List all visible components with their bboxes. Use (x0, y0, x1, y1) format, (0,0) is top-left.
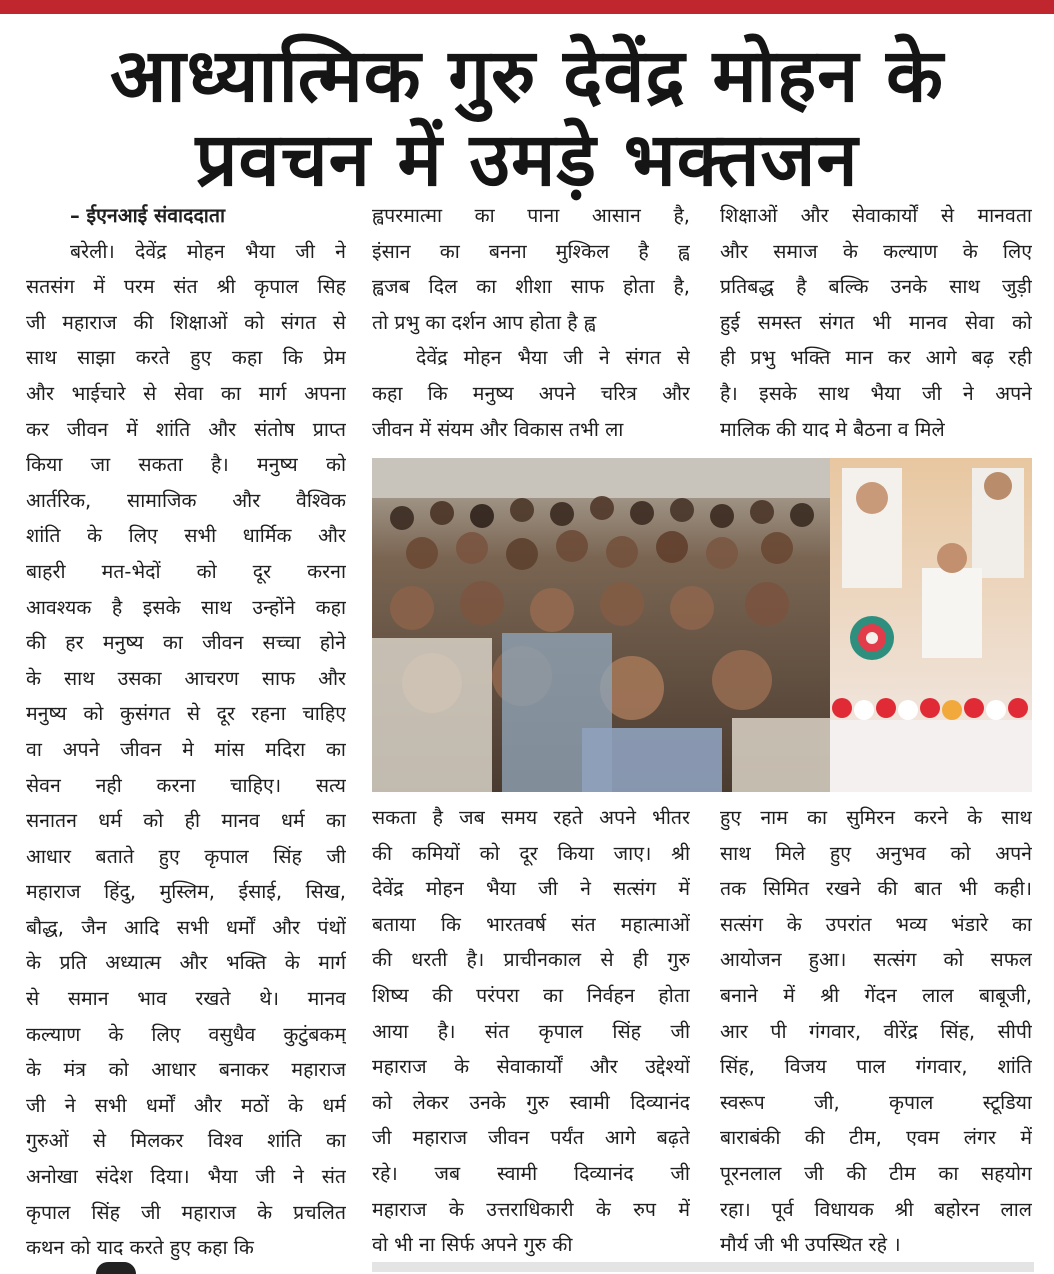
satsang-crowd-photo (372, 458, 1032, 792)
text-line: शांति के लिए सभी धार्मिक और (26, 524, 346, 548)
text-line: कर जीवन में शांति और संतोष प्राप्त (26, 417, 346, 441)
text-line: शिक्षाओं और सेवाकार्यों से मानवता (720, 204, 1032, 227)
page-footer-mark (96, 1262, 136, 1274)
text-line: को लेकर उनके गुरु स्वामी दिव्यानंद (372, 1090, 690, 1114)
text-line: और भाईचारे से सेवा का मार्ग अपना (26, 381, 346, 405)
text-line: वा अपने जीवन मे मांस मदिरा का (26, 737, 346, 761)
text-line: बाहरी मत-भेदों को दूर करना (26, 559, 346, 583)
article-column-1 (26, 198, 346, 1266)
text-line: रहे। जब स्वामी दिव्यानंद जी (372, 1161, 690, 1185)
text-line: की हर मनुष्य का जीवन सच्चा होने (26, 631, 346, 655)
text-line: और समाज के कल्याण के लिए (720, 239, 1032, 263)
column-3-top-text (720, 198, 1032, 447)
text-line: बौद्ध, जैन आदि सभी धर्मों और पंथों (26, 915, 346, 939)
article-column-3-bottom (720, 800, 1032, 1263)
text-line: सकता है जब समय रहते अपने भीतर (372, 806, 690, 829)
article-column-2-bottom (372, 800, 690, 1263)
text-line: मौर्य जी भी उपस्थित रहे । (720, 1233, 901, 1257)
byline: – ईएनआई संवाददाता (70, 204, 226, 227)
top-red-bar (0, 0, 1054, 14)
headline-line-2: प्रवचन में उमड़े भक्तजन (195, 117, 859, 203)
text-line: मालिक की याद मे बैठना व मिले (720, 417, 945, 441)
text-line: शिष्य की परंपरा का निर्वहन होता (372, 983, 690, 1007)
text-line: पूरनलाल जी की टीम का सहयोग (720, 1161, 1032, 1185)
text-line: सनातन धर्म को ही मानव धर्म का (26, 809, 346, 833)
text-line: महाराज के उत्तराधिकारी के रुप में (372, 1197, 690, 1221)
headline-line-1: आध्यात्मिक गुरु देवेंद्र मोहन के (110, 33, 944, 119)
headline (20, 34, 1034, 202)
text-line: के मंत्र को आधार बनाकर महाराज (26, 1058, 346, 1082)
text-line: आवश्यक है इसके साथ उन्होंने कहा (26, 595, 346, 619)
text-line: के प्रति अध्यात्म और भक्ति के मार्ग (26, 951, 346, 975)
event-photo (372, 458, 1032, 792)
text-line: ह्वपरमात्मा का पाना आसान है, (372, 204, 690, 227)
text-line: हुए नाम का सुमिरन करने के साथ (720, 806, 1032, 829)
text-line: ही प्रभु भक्ति मान कर आगे बढ़ रही (720, 346, 1032, 370)
text-line: जी ने सभी धर्मों और मठों के धर्म (26, 1093, 346, 1117)
text-line: बनाने में श्री गेंदन लाल बाबूजी, (720, 983, 1032, 1007)
column-1-text (26, 234, 346, 1266)
text-line: आर्तरिक, सामाजिक और वैश्विक (26, 488, 346, 512)
text-line: साथ मिले हुए अनुभव को अपने (720, 841, 1032, 865)
text-line: सत्संग के उपरांत भव्य भंडारे का (720, 912, 1032, 936)
flower-decoration (832, 698, 1028, 720)
text-line: महाराज के सेवाकार्यों और उद्देश्यों (372, 1055, 690, 1079)
text-line: ह्वजब दिल का शीशा साफ होता है, (372, 275, 690, 299)
text-line: महाराज हिंदु, मुस्लिम, ईसाई, सिख, (26, 880, 346, 904)
text-line: देवेंद्र मोहन भैया जी ने संगत से (416, 346, 690, 370)
text-line: है। इसके साथ भैया जी ने अपने (720, 381, 1032, 405)
text-line: रहा। पूर्व विधायक श्री बहोरन लाल (720, 1197, 1032, 1221)
text-line: बाराबंकी की टीम, एवम लंगर में (720, 1126, 1032, 1150)
text-line: आधार बताते हुए कृपाल सिंह जी (26, 844, 346, 868)
column-3-bottom-text (720, 800, 1032, 1263)
article-column-3-top (720, 198, 1032, 447)
text-line: देवेंद्र मोहन भैया जी ने सत्संग में (372, 877, 690, 901)
text-line: प्रतिबद्ध है बल्कि उनके साथ जुड़ी (720, 275, 1032, 299)
text-line: कथन को याद करते हुए कहा कि (26, 1236, 254, 1260)
text-line: वो भी ना सिर्फ अपने गुरु की (372, 1233, 573, 1257)
text-line: गुरुओं से मिलकर विश्व शांति का (26, 1129, 346, 1153)
text-line: सिंह, विजय पाल गंगवार, शांति (720, 1055, 1032, 1079)
text-line: हुई समस्त संगत भी मानव सेवा को (720, 310, 1032, 334)
article-column-2-top (372, 198, 690, 447)
text-line: अनोखा संदेश दिया। भैया जी ने संत (26, 1165, 346, 1189)
column-2-top-text (372, 198, 690, 447)
text-line: जीवन में संयम और विकास तभी ला (372, 417, 624, 441)
text-line: सतसंग में परम संत श्री कृपाल सिह (26, 275, 346, 299)
text-line: कहा कि मनुष्य अपने चरित्र और (372, 381, 690, 405)
page-footer-bar (372, 1262, 1034, 1272)
text-line: कल्याण के लिए वसुधैव कुटुंबकम् (26, 1022, 346, 1046)
text-line: बरेली। देवेंद्र मोहन भैया जी ने (70, 239, 346, 263)
text-line: तक सिमित रखने की बात भी कही। (720, 877, 1032, 901)
text-line: आया है। संत कृपाल सिंह जी (372, 1019, 690, 1043)
text-line: बताया कि भारतवर्ष संत महात्माओं (372, 912, 690, 936)
text-line: की धरती है। प्राचीनकाल से ही गुरु (372, 948, 690, 972)
text-line: साथ साझा करते हुए कहा कि प्रेम (26, 346, 346, 370)
text-line: किया जा सकता है। मनुष्य को (26, 453, 346, 477)
text-line: स्वरूप जी, कृपाल स्टूडिया (720, 1090, 1032, 1114)
text-line: कृपाल सिंह जी महाराज के प्रचलित (26, 1200, 346, 1224)
text-line: आर पी गंगवार, वीरेंद्र सिंह, सीपी (720, 1019, 1032, 1043)
text-line: जी महाराज की शिक्षाओं को संगत से (26, 310, 346, 334)
text-line: तो प्रभु का दर्शन आप होता है ह्व (372, 310, 596, 334)
column-2-bottom-text (372, 800, 690, 1263)
text-line: मनुष्य को कुसंगत से दूर रहना चाहिए (26, 702, 346, 726)
text-line: जी महाराज जीवन पर्यंत आगे बढ़ते (372, 1126, 690, 1150)
text-line: आयोजन हुआ। सत्संग को सफल (720, 948, 1032, 972)
text-line: इंसान का बनना मुश्किल है ह्व (372, 239, 690, 263)
text-line: की कमियों को दूर किया जाए। श्री (372, 841, 690, 865)
text-line: सेवन नही करना चाहिए। सत्य (26, 773, 346, 797)
text-line: के साथ उसका आचरण साफ और (26, 666, 346, 690)
text-line: से समान भाव रखते थे। मानव (26, 987, 346, 1011)
